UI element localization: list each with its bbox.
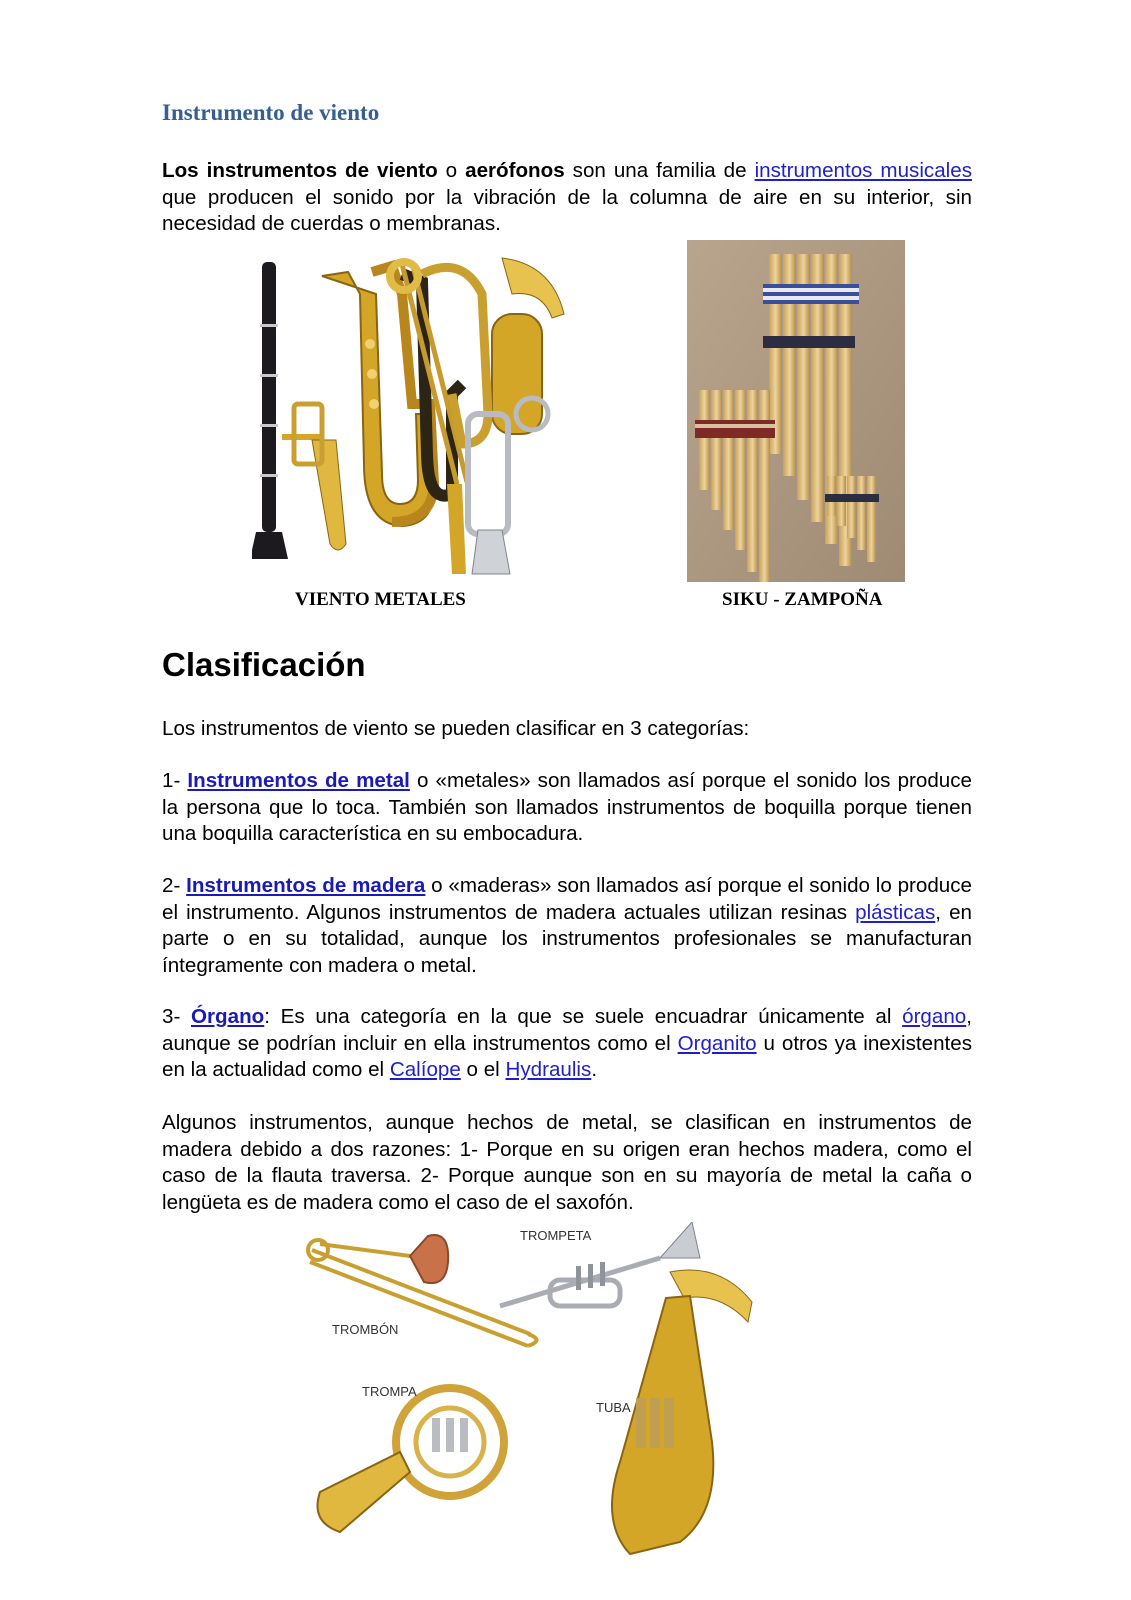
- viento-metales-image: [252, 254, 582, 580]
- item-1-number: 1-: [162, 769, 188, 792]
- intro-paragraph: [162, 158, 972, 238]
- siku-zampona-image: [687, 240, 905, 582]
- item-3-number: 3-: [162, 1005, 192, 1028]
- page-title: Instrumento de viento: [162, 100, 380, 125]
- link-plasticas[interactable]: plásticas: [855, 900, 936, 924]
- item-2-text-1: o «maderas» son llamados así porque el sonido lo produce el instrumento. Algunos instrumentos de madera actuales utilizan resinas: [162, 874, 972, 924]
- item-2-paragraph: [162, 873, 972, 979]
- item-3-text-2: , aunque se podrían incluir en ella instrumentos como el: [162, 1005, 972, 1055]
- item-1-text: o «metales» son llamados así porque el sonido los produce la persona que lo toca. También son llamados instrumentos de boquilla porque tienen una boquilla característica en su embocadura.: [162, 769, 972, 845]
- item-3-text-5: .: [591, 1058, 598, 1081]
- item-1-paragraph: [162, 768, 972, 848]
- link-organo-heading[interactable]: Órgano: [191, 1005, 265, 1028]
- link-organito[interactable]: Organito: [677, 1031, 757, 1055]
- link-hydraulis[interactable]: Hydraulis: [505, 1058, 592, 1081]
- link-instrumentos-de-madera[interactable]: Instrumentos de madera: [186, 874, 426, 897]
- label-trompa: TROMPA: [362, 1384, 417, 1399]
- item-2-number: 2-: [162, 874, 187, 897]
- intro-bold-1: Los instrumentos de viento: [162, 159, 438, 182]
- intro-bold-2: aerófonos: [465, 159, 565, 182]
- item-3-text-4: o el: [460, 1058, 506, 1081]
- caption-siku-zampona: SIKU - ZAMPOÑA: [722, 589, 883, 610]
- item-3-paragraph: [162, 1004, 972, 1084]
- link-organo[interactable]: órgano: [902, 1005, 967, 1028]
- link-instrumentos-de-metal[interactable]: Instrumentos de metal: [187, 769, 410, 792]
- item-3-text-3: u otros ya inexistentes en la actualidad como el: [162, 1031, 972, 1081]
- link-instrumentos-musicales[interactable]: instrumentos musicales: [754, 159, 972, 182]
- label-trombon: TROMBÓN: [332, 1322, 399, 1337]
- caption-viento-metales: VIENTO METALES: [295, 589, 466, 610]
- label-tuba: TUBA: [596, 1400, 631, 1415]
- brass-instruments-image: [300, 1222, 780, 1590]
- link-caliope[interactable]: Calíope: [389, 1058, 461, 1081]
- intro-text-3: que producen el sonido por la vibración de la columna de aire en su interior, sin necesidad de cuerdas o membranas.: [162, 185, 972, 235]
- clasificacion-lead: Los instrumentos de viento se pueden clasificar en 3 categorías:: [162, 717, 750, 740]
- label-trompeta: TROMPETA: [520, 1228, 592, 1243]
- intro-text-1: o: [437, 159, 466, 182]
- item-3-text-1: : Es una categoría en la que se suele encuadrar únicamente al: [264, 1005, 903, 1028]
- closing-paragraph: Algunos instrumentos, aunque hechos de metal, se clasifican en instrumentos de madera debido a dos razones: 1- Porque en su origen eran hechos madera, como el caso de la flauta traversa. 2- Porque aunque son en su mayoría de metal la caña o lengüeta es de madera como el caso de el saxofón.: [162, 1111, 972, 1214]
- item-2-text-2: , en parte o en su totalidad, aunque los instrumentos profesionales se manufacturan íntegramente con madera o metal.: [162, 900, 972, 977]
- intro-text-2: son una familia de: [564, 159, 755, 182]
- section-heading-clasificacion: Clasificación: [162, 646, 366, 683]
